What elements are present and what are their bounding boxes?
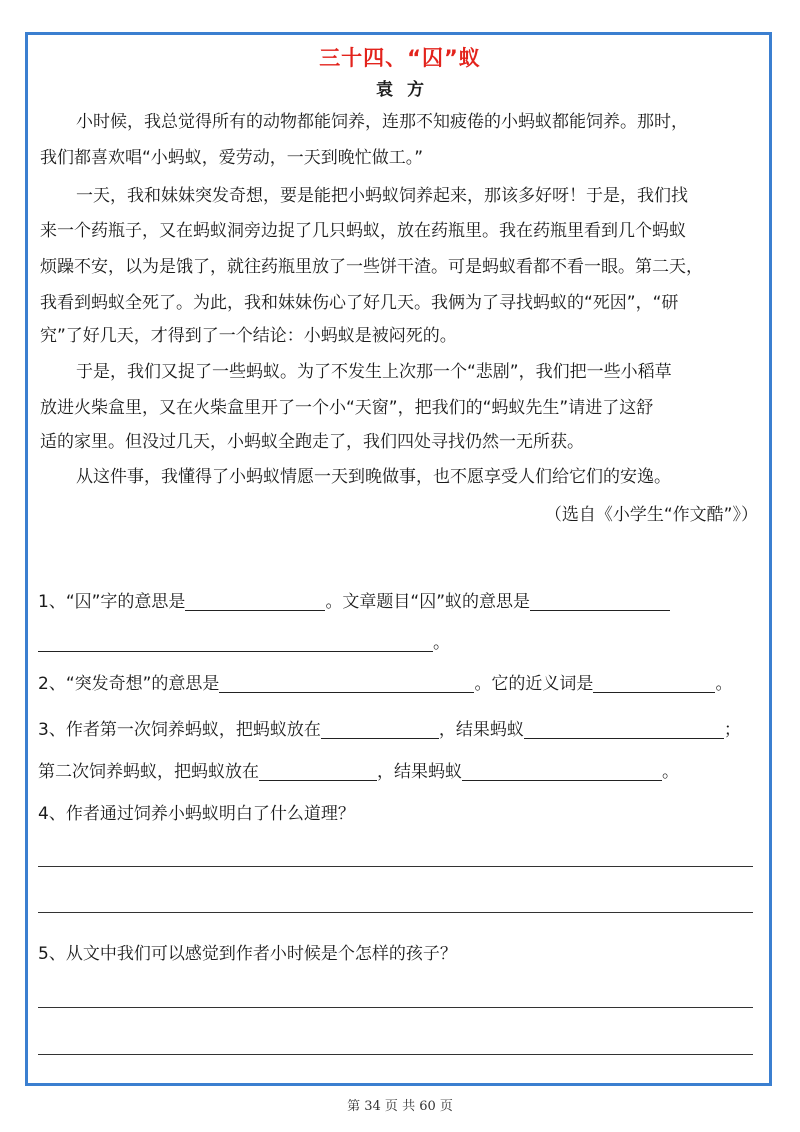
answer-blank-2b[interactable] [593, 674, 715, 693]
question-text: 。 [433, 633, 450, 653]
answer-blank-1a[interactable] [185, 592, 325, 611]
question-1 [38, 590, 670, 614]
question-text: 1、“囚”字的意思是 [38, 592, 186, 612]
question-text: 。文章题目“囚”蚁的意思是 [325, 592, 531, 612]
question-text: 2、“突发奇想”的意思是 [38, 674, 220, 694]
question-2 [38, 672, 732, 696]
question-5: 5、从文中我们可以感觉到作者小时候是个怎样的孩子？ [38, 944, 457, 964]
answer-blank-3a[interactable] [321, 720, 439, 739]
question-text: ； [723, 720, 741, 740]
passage-line: 小时候，我总觉得所有的动物都能饲养，连那不知疲倦的小蚂蚁都能饲养。那时， [76, 112, 688, 132]
passage-line: 烦躁不安，以为是饿了，就往药瓶里放了一些饼干渣。可是蚂蚁看都不看一眼。第二天， [40, 257, 703, 277]
answer-line-5b[interactable] [38, 1054, 753, 1055]
author-name: 袁方 [376, 80, 438, 100]
question-1-cont [38, 631, 450, 655]
question-text: 第二次饲养蚂蚁，把蚂蚁放在 [38, 762, 259, 782]
question-text: ，结果蚂蚁 [438, 720, 524, 740]
question-4: 4、作者通过饲养小蚂蚁明白了什么道理？ [38, 804, 355, 824]
question-text: 。 [662, 762, 679, 782]
question-3-cont [38, 760, 679, 784]
answer-line-4b[interactable] [38, 912, 753, 913]
question-text: 3、作者第一次饲养蚂蚁，把蚂蚁放在 [38, 720, 321, 740]
answer-line-5a[interactable] [38, 1007, 753, 1008]
page-title: 三十四、“囚”蚁 [319, 46, 481, 70]
passage-source: （选自《小学生“作文酷”》） [544, 505, 758, 525]
answer-blank-3d[interactable] [462, 762, 662, 781]
answer-blank-3c[interactable] [259, 762, 377, 781]
passage-line: 适的家里。但没过几天，小蚂蚁全跑走了，我们四处寻找仍然一无所获。 [40, 432, 584, 452]
answer-line-4a[interactable] [38, 866, 753, 867]
passage-line: 于是，我们又捉了一些蚂蚁。为了不发生上次那一个“悲剧”，我们把一些小稻草 [76, 362, 672, 382]
question-text: 。它的近义词是 [474, 674, 594, 694]
answer-blank-2a[interactable] [219, 674, 474, 693]
question-text: ，结果蚂蚁 [377, 762, 462, 782]
passage-line: 究”了好几天，才得到了一个结论：小蚂蚁是被闷死的。 [40, 326, 457, 346]
passage-line: 来一个药瓶子，又在蚂蚁洞旁边捉了几只蚂蚁，放在药瓶里。我在药瓶里看到几个蚂蚁 [40, 221, 686, 241]
answer-blank-1c[interactable] [38, 633, 433, 652]
answer-blank-1b[interactable] [530, 592, 670, 611]
passage-line: 我看到蚂蚁全死了。为此，我和妹妹伤心了好几天。我俩为了寻找蚂蚁的“死因”，“研 [40, 293, 679, 313]
question-3 [38, 718, 741, 742]
question-text: 。 [715, 674, 733, 694]
answer-blank-3b[interactable] [524, 720, 724, 739]
page-footer: 第 34 页 共 60 页 [347, 1099, 453, 1114]
passage-line: 放进火柴盒里，又在火柴盒里开了一个小“天窗”，把我们的“蚂蚁先生”请进了这舒 [40, 398, 654, 418]
passage-line: 一天，我和妹妹突发奇想，要是能把小蚂蚁饲养起来，那该多好呀！于是，我们找 [76, 186, 688, 206]
passage-line: 我们都喜欢唱“小蚂蚁，爱劳动，一天到晚忙做工。” [40, 148, 424, 168]
passage-line: 从这件事，我懂得了小蚂蚁情愿一天到晚做事，也不愿享受人们给它们的安逸。 [76, 467, 671, 487]
